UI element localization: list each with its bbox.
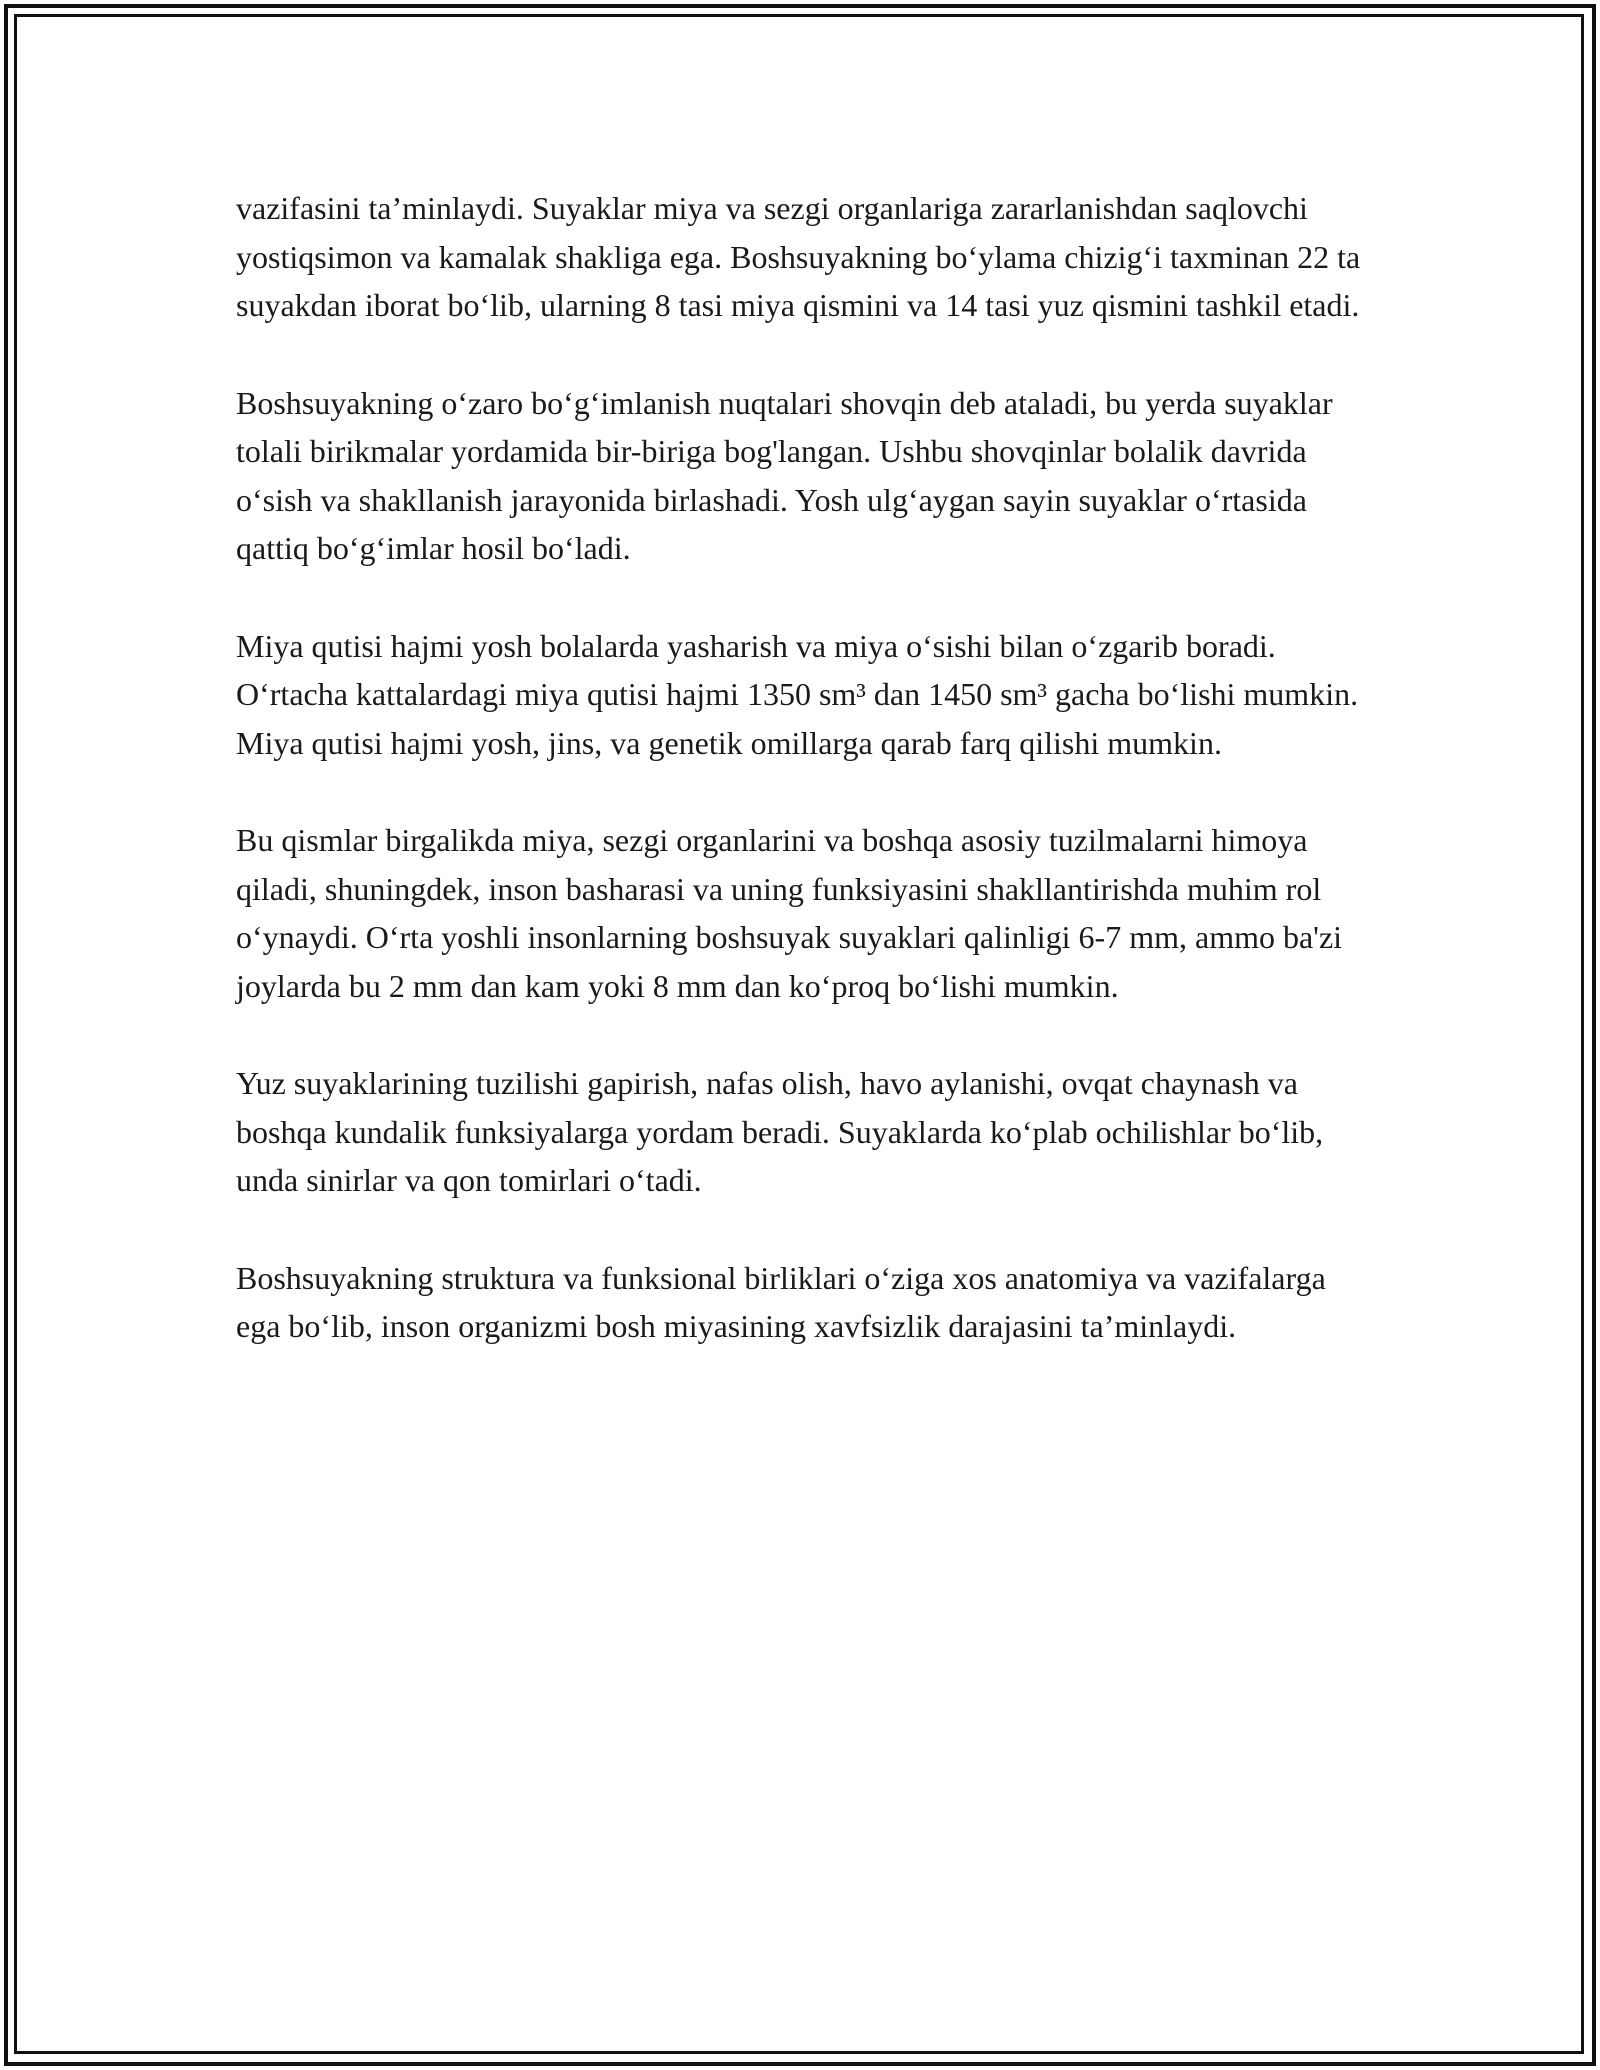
paragraph-1: vazifasini ta’minlaydi. Suyaklar miya va sezgi organlariga zararlanishdan saqlovchi yostiqsimon va kamalak shakliga ega. Boshsuyakning bo‘ylama chizig‘i taxminan 22 ta suyakdan iborat bo‘lib, ularning 8 tasi miya qismini va 14 tasi yuz qismini tashkil etadi. — [236, 190, 1361, 323]
paragraph-4: Bu qismlar birgalikda miya, sezgi organlarini va boshqa asosiy tuzilmalarni himoya qiladi, shuningdek, inson basharasi va uning funksiyasini shakllantirishda muhim rol o‘ynaydi. O‘rta yoshli insonlarning boshsuyak suyaklari qalinligi 6-7 mm, ammo ba'zi joylarda bu 2 mm dan kam yoki 8 mm dan ko‘proq bo‘lishi mumkin. — [236, 822, 1343, 1004]
paragraph-3: Miya qutisi hajmi yosh bolalarda yasharish va miya o‘sishi bilan o‘zgarib boradi. O‘rtacha kattalardagi miya qutisi hajmi 1350 sm³ dan 1450 sm³ gacha bo‘lishi mumkin. Miya qutisi hajmi yosh, jins, va genetik omillarga qarab farq qilishi mumkin. — [236, 627, 1359, 761]
paragraph-6: Boshsuyakning struktura va funksional birliklari o‘ziga xos anatomiya va vazifalarga ega bo‘lib, inson organizmi bosh miyasining xavfsizlik darajasini ta’minlaydi. — [236, 1259, 1326, 1344]
document-body — [236, 184, 1376, 1400]
paragraph-5: Yuz suyaklarining tuzilishi gapirish, nafas olish, havo aylanishi, ovqat chaynash va boshqa kundalik funksiyalarga yordam beradi. Suyaklarda ko‘plab ochilishlar bo‘lib, unda sinirlar va qon tomirlari o‘tadi. — [236, 1065, 1324, 1198]
paragraph-2: Boshsuyakning o‘zaro bo‘g‘imlanish nuqtalari shovqin deb ataladi, bu yerda suyaklar tolali birikmalar yordamida bir-biriga bog'langan. Ushbu shovqinlar bolalik davrida o‘sish va shakllanish jarayonida birlashadi. Yosh ulg‘aygan sayin suyaklar o‘rtasida qattiq bo‘g‘imlar hosil bo‘ladi. — [236, 384, 1333, 566]
